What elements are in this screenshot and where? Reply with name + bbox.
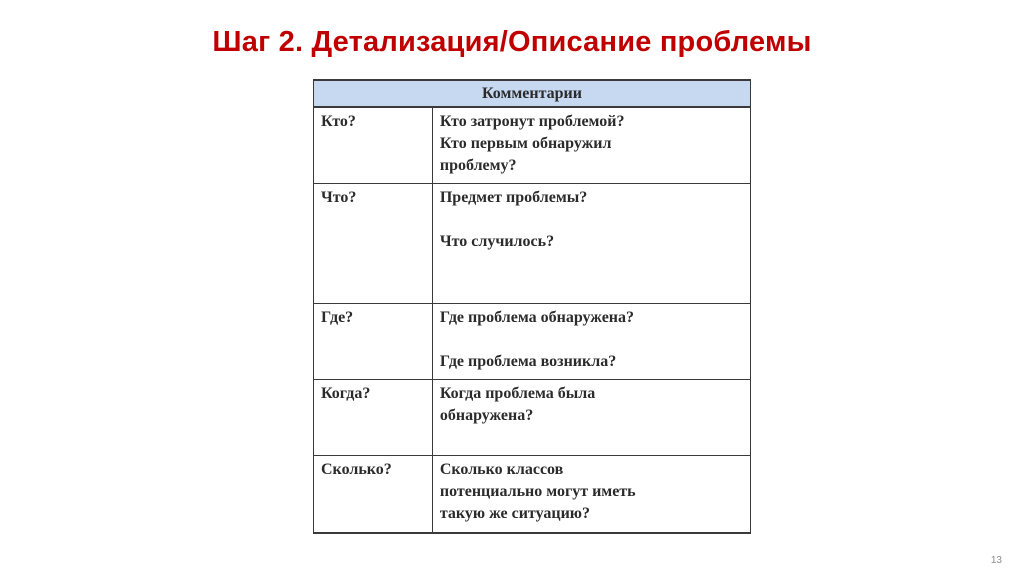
comment-cell (432, 304, 750, 380)
question-cell: Когда? (314, 380, 433, 456)
question-cell: Сколько? (314, 456, 433, 534)
comment-line: Где проблема обнаружена? (439, 309, 635, 326)
comment-cell (432, 107, 750, 184)
comment-cell (432, 456, 750, 534)
comment-line: Что случилось? (439, 233, 555, 250)
comment-line: Кто первым обнаружил (439, 135, 612, 152)
table-row (314, 107, 751, 184)
comments-table (313, 79, 751, 534)
table-header-row (314, 80, 751, 107)
comment-line: такую же ситуацию? (439, 505, 591, 522)
table-row (314, 184, 751, 304)
table-header: Комментарии (314, 80, 751, 107)
comment-cell (432, 184, 750, 304)
question-cell: Где? (314, 304, 433, 380)
line-gap (440, 329, 743, 351)
question-cell: Что? (314, 184, 433, 304)
slide-title: Шаг 2. Детализация/Описание проблемы (212, 26, 812, 58)
comment-line: Кто затронут проблемой? (439, 113, 625, 130)
line-gap (440, 209, 743, 231)
comment-line: потенциально могут иметь (439, 483, 636, 500)
comment-cell (432, 380, 750, 456)
table-row (314, 304, 751, 380)
comment-line: проблему? (439, 157, 517, 174)
comment-line: Предмет проблемы? (439, 189, 588, 206)
table-row (314, 380, 751, 456)
comment-line: Сколько классов (439, 461, 564, 478)
comment-line: Когда проблема была (439, 385, 596, 402)
comment-line: обнаружена? (439, 407, 534, 424)
question-cell: Кто? (314, 107, 433, 184)
page-number: 13 (990, 555, 1002, 566)
comment-line: Где проблема возникла? (439, 353, 617, 370)
table-row (314, 456, 751, 534)
